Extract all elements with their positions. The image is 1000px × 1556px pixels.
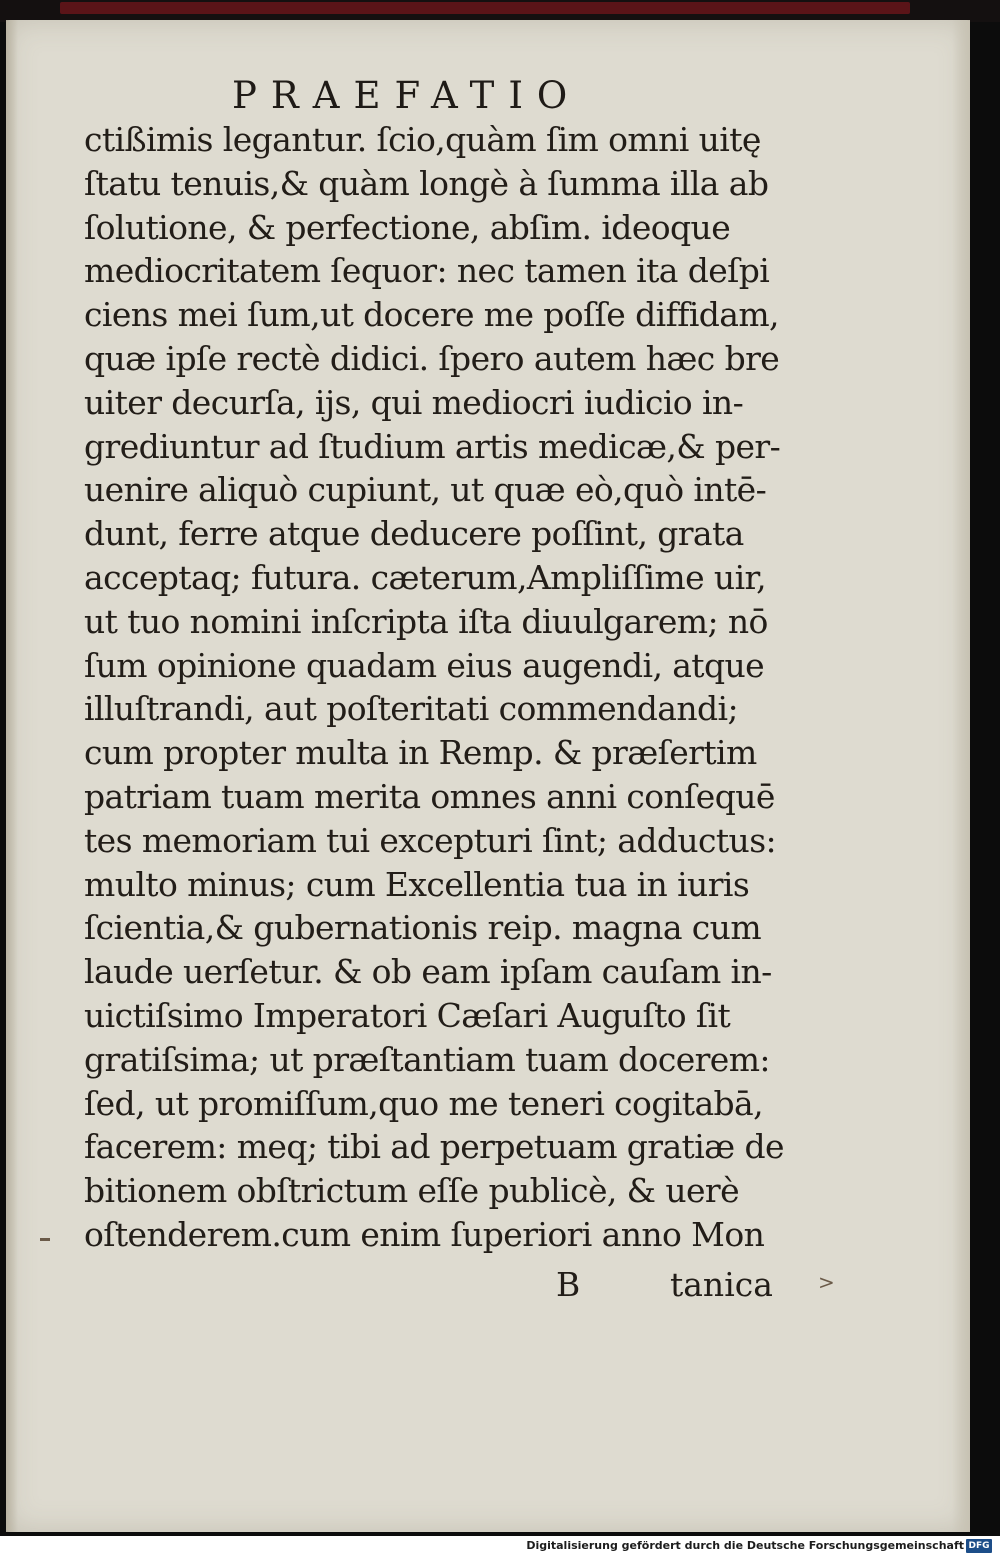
catchword: tanica: [670, 1265, 773, 1304]
text-line: tes memoriam tui excepturi ſint; adductus:: [84, 820, 777, 860]
text-line: ut tuo nomini inſcripta iſta diuulgarem; nō: [84, 601, 768, 641]
text-line: oſtenderem.cum enim ſuperiori anno Mon: [84, 1214, 765, 1254]
text-line: ſum opinione quadam eius augendi, atque: [84, 645, 765, 685]
signature-row: [84, 1265, 774, 1309]
text-line: cum propter multa in Remp. & præſertim: [84, 733, 757, 773]
text-line: patriam tuam merita omnes anni conſequē: [84, 776, 775, 816]
text-line: mediocritatem ſequor: nec tamen ita deſpi: [84, 251, 770, 291]
text-line: acceptaq; futura. cæterum,Ampliſſime uir,: [84, 557, 766, 597]
text-line: multo minus; cum Excellentia tua in iuris: [84, 864, 750, 904]
text-line: uiter decurſa, ijs, qui mediocri iudicio in-: [84, 382, 744, 422]
binding-strip: [0, 0, 1000, 22]
text-line: quæ ipſe rectè didici. ſpero autem hæc bre: [84, 338, 780, 378]
text-line: ſed, ut promiſſum,quo me teneri cogitabā,: [84, 1083, 764, 1123]
margin-mark-right: >: [818, 1270, 835, 1294]
text-line: ſtatu tenuis,& quàm longè à ſumma illa ab: [84, 163, 769, 203]
page-gutter-shadow: [6, 20, 18, 1532]
text-line: illuſtrandi, aut poſteritati commendandi;: [84, 689, 738, 729]
dfg-logo-icon: DFG: [966, 1539, 992, 1553]
margin-mark-left: [40, 1238, 50, 1241]
signature-mark: B: [556, 1265, 581, 1304]
text-line: dunt, ferre atque deducere poſſint, grata: [84, 514, 744, 554]
running-head: PRAEFATIO: [232, 74, 582, 117]
page-fore-edge: [952, 20, 970, 1532]
footer-credit: Digitalisierung gefördert durch die Deutsche Forschungsgemeinschaft: [526, 1539, 964, 1552]
text-line: gratiſsima; ut præſtantiam tuam docerem:: [84, 1039, 770, 1079]
text-line: facerem: meq; tibi ad perpetuam gratiæ de: [84, 1127, 784, 1167]
text-line: ſcientia,& gubernationis reip. magna cum: [84, 908, 762, 948]
binding-cover-edge: [60, 2, 910, 14]
text-line: grediuntur ad ſtudium artis medicæ,& per-: [84, 426, 781, 466]
text-line: uenire aliquò cupiunt, ut quæ eò,quò intē-: [84, 470, 767, 510]
text-line: ſolutione, & perfectione, abſim. ideoque: [84, 207, 731, 247]
text-line: ctißimis legantur. ſcio,quàm ſim omni uitę: [84, 120, 761, 159]
text-line: laude uerſetur. & ob eam ipſam cauſam in-: [84, 952, 772, 992]
text-line: bitionem obſtrictum eſſe publicè, & uerè: [84, 1171, 740, 1211]
text-line: uictiſsimo Imperatori Cæſari Auguſto ſit: [84, 995, 731, 1035]
text-line: ciens mei ſum,ut docere me poſſe diffidam,: [84, 295, 779, 335]
text-block: [84, 118, 784, 1257]
